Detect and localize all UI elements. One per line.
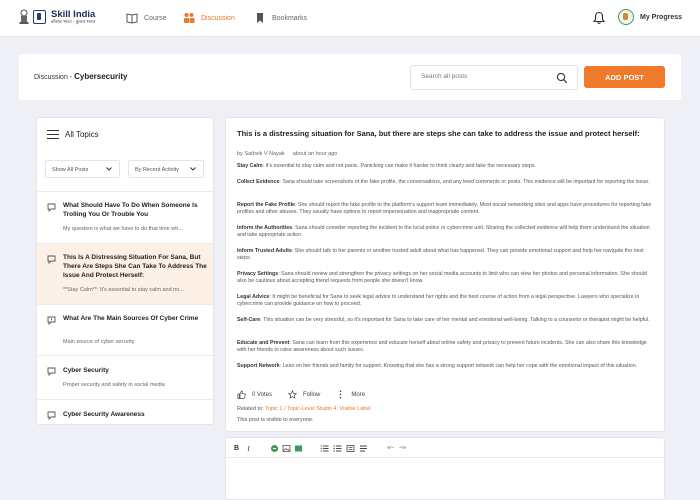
topic-item[interactable]	[37, 399, 214, 425]
post-paragraph: Support Network: Lean on her friends and family for support. Knowing that she has a strong support network can help her cope with the emotional impact of this situation.	[237, 363, 638, 369]
discussion-people-icon	[183, 12, 195, 24]
topic-item[interactable]	[37, 304, 214, 355]
related-link[interactable]: Topic 1 / Topic-Level Studio 4: Visible Label	[265, 406, 371, 412]
post-paragraph: Stay Calm: It's essential to stay calm and not panic. Panicking can make it harder to think clearly and take the necessary steps.	[237, 163, 536, 169]
visibility-note: This post is visible to everyone.	[237, 417, 314, 423]
image-icon[interactable]	[282, 444, 291, 453]
search-icon[interactable]	[556, 72, 568, 84]
topic-title: What Are The Main Sources Of Cyber Crime	[63, 315, 199, 322]
discussion-header	[19, 54, 681, 100]
post-paragraph: Inform the Authorities: Sana should consider reporting the incident to the local police or cybercrime unit. Sharing the collected evidence will help them understand the situation and take appropriate action.	[237, 225, 650, 239]
undo-icon[interactable]	[386, 444, 395, 453]
more-button[interactable]	[336, 390, 365, 399]
all-topics-toggle[interactable]	[47, 130, 99, 139]
nav-course[interactable]	[126, 12, 167, 24]
menu-icon	[47, 130, 59, 139]
show-posts-select[interactable]	[45, 160, 120, 178]
brand-subtitle: कौशल भारत - कुशल भारत	[51, 19, 96, 24]
sort-select[interactable]	[128, 160, 204, 178]
sort-value: By Recent Activity	[135, 167, 180, 173]
search-input[interactable]	[421, 73, 546, 80]
topic-title: Cyber Security Awareness	[63, 411, 145, 418]
show-posts-value: Show All Posts	[52, 167, 89, 173]
nav-discussion[interactable]	[183, 12, 235, 24]
follow-button[interactable]	[288, 390, 320, 399]
post-paragraph: Report the Fake Profile: She should report the fake profile to the platform's support team immediately. Most social networking sites and apps have procedures for reporting fake profiles and other abuses. They usually have options to report impersonation and inappropriate content.	[237, 202, 652, 216]
post-paragraph: Privacy Settings: Sana should review and strengthen the privacy settings on her social media accounts to limit who can view her photos and personal information. She should also be cautious about accepting friend requests from people she doesn't know.	[237, 271, 647, 285]
topic-snippet: Proper security and safety in social media	[63, 382, 165, 388]
national-emblem-icon	[18, 9, 30, 25]
top-navigation	[0, 0, 700, 37]
comment-icon	[47, 367, 56, 376]
post-paragraph: Legal Advice: It might be beneficial for Sana to seek legal advice to understand her rights and the best course of action from a legal perspective. Lawyers who specialize in cybercrime can provide guidance on how to proceed.	[237, 294, 640, 308]
more-label: More	[351, 391, 366, 398]
topic-item-active[interactable]	[37, 243, 214, 304]
topic-snippet: **Stay Calm**: It's essential to stay calm and no...	[63, 287, 184, 293]
skill-india-mark-icon	[33, 10, 46, 24]
topic-title: What Should Have To Do When Someone Is Trolling You Or Trouble You	[63, 202, 198, 218]
breadcrumb-separator: -	[69, 74, 75, 81]
post-paragraph: Educate and Prevent: Sana can learn from this experience and educate herself about online safety and privacy to prevent future incidents. She can also share this knowledge with her friends to raise awareness about such issues.	[237, 340, 647, 354]
breadcrumb-current: Cybersecurity	[74, 72, 128, 81]
related-prefix: Related to:	[237, 406, 266, 412]
my-progress-label: My Progress	[640, 13, 683, 21]
nav-discussion-label: Discussion	[201, 14, 235, 22]
post-time: about an hour ago	[292, 151, 338, 157]
course-book-icon	[126, 12, 138, 24]
post-actions	[237, 390, 381, 399]
chevron-down-icon	[189, 165, 197, 173]
thumbs-up-icon	[237, 390, 246, 399]
comment-icon	[47, 203, 56, 212]
more-vertical-icon	[336, 390, 345, 399]
follow-label: Follow	[303, 391, 321, 398]
topic-item[interactable]	[37, 355, 214, 399]
related-to	[237, 406, 371, 412]
post-meta	[237, 151, 337, 157]
nav-course-label: Course	[144, 14, 167, 22]
post-detail	[225, 117, 665, 432]
topic-title: This Is A Distressing Situation For Sana, But There Are Steps She Can Take To Address The Issue And Protect Herself:	[63, 254, 207, 279]
breadcrumb-parent[interactable]: Discussion	[34, 74, 68, 81]
topic-snippet: Main source of cyber security	[63, 339, 135, 345]
reply-editor[interactable]	[225, 437, 665, 500]
blockquote-icon[interactable]	[346, 444, 355, 453]
all-topics-title: All Topics	[65, 130, 99, 139]
comment-icon	[47, 255, 56, 264]
horizontal-rule-icon[interactable]	[359, 444, 368, 453]
post-title: This is a distressing situation for Sana, but there are steps she can take to address the issue and protect herself:	[237, 129, 640, 138]
avatar	[618, 9, 634, 25]
comment-icon	[47, 411, 56, 420]
breadcrumb	[34, 72, 127, 81]
post-author[interactable]: by Sathvik V Nayak	[237, 151, 285, 157]
editor-toolbar	[226, 438, 665, 458]
bold-icon[interactable]: B	[233, 445, 240, 452]
redo-icon[interactable]	[398, 444, 407, 453]
search-box	[410, 65, 578, 90]
post-paragraph: Collect Evidence: Sana should take screenshots of the fake profile, the conversations, and any lewd comments or posts. This evidence will be important for reporting the issue.	[237, 179, 650, 185]
link-icon[interactable]	[270, 444, 279, 453]
skill-india-logo[interactable]	[18, 9, 95, 25]
numbered-list-icon[interactable]	[320, 444, 329, 453]
vote-button[interactable]	[237, 390, 272, 399]
bell-icon[interactable]	[592, 11, 606, 25]
code-icon[interactable]	[294, 444, 303, 453]
topics-sidebar	[36, 117, 214, 425]
user-menu[interactable]	[618, 9, 682, 25]
comment-alert-icon	[47, 316, 56, 325]
add-post-button[interactable]: ADD POST	[584, 66, 665, 88]
follow-star-icon	[288, 390, 297, 399]
bullet-list-icon[interactable]	[333, 444, 342, 453]
nav-bookmarks[interactable]	[254, 12, 307, 24]
topic-title: Cyber Security	[63, 367, 109, 374]
topic-item[interactable]	[37, 191, 214, 243]
italic-icon[interactable]: I	[247, 444, 250, 453]
brand-title: Skill India	[51, 8, 96, 20]
post-paragraph: Self-Care: This situation can be very stressful, so it's important for Sana to take care of her mental and emotional well-being. Talking to a counselor or therapist might be helpful.	[237, 317, 650, 323]
nav-bookmarks-label: Bookmarks	[272, 14, 308, 22]
post-paragraph: Inform Trusted Adults: She should talk to her parents or another trusted adult about what has happened. They can provide emotional support and help her navigate the next steps.	[237, 248, 644, 262]
bookmark-icon	[254, 12, 266, 24]
votes-label: 0 Votes	[252, 391, 273, 398]
chevron-down-icon	[105, 165, 113, 173]
topic-snippet: My question is what we have to do that time wh...	[63, 226, 183, 232]
